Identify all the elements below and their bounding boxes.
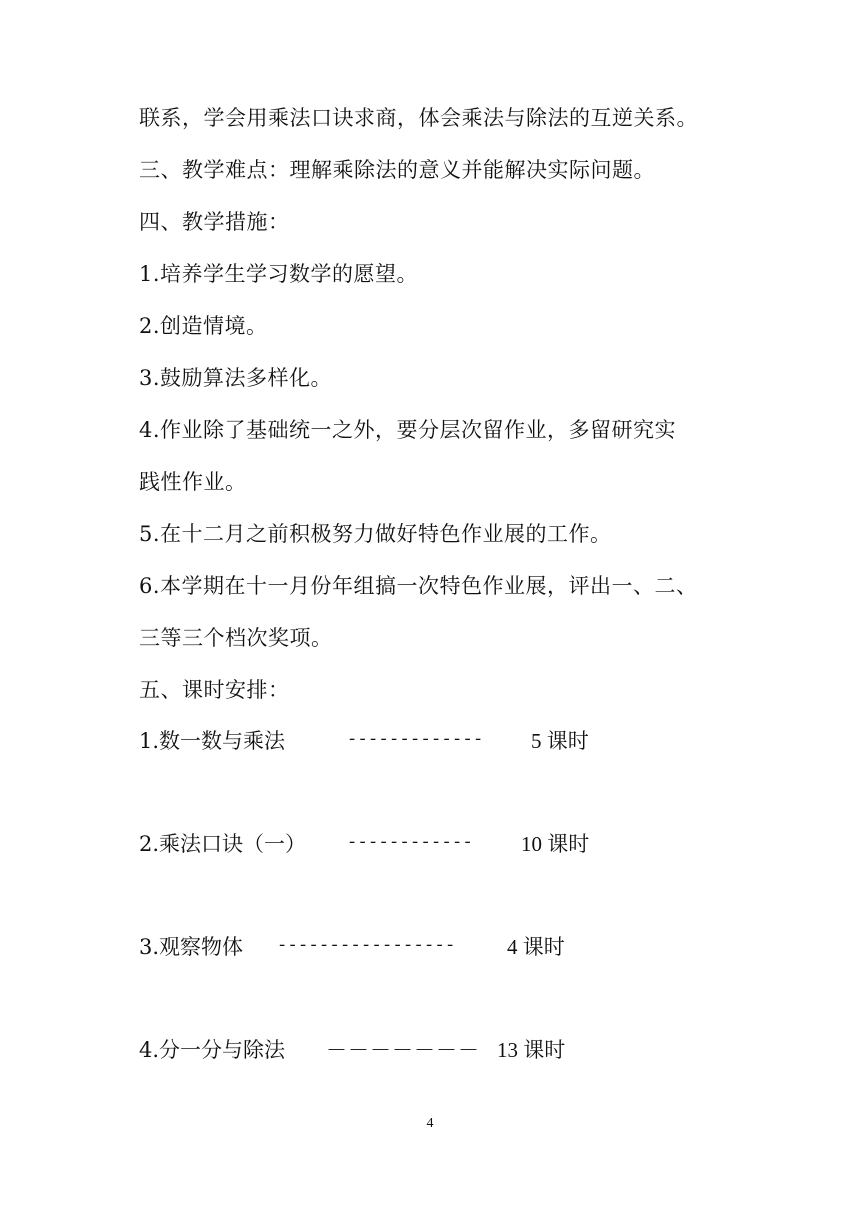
text-line-1: 联系，学会用乘法口诀求商，体会乘法与除法的互逆关系。	[139, 106, 698, 130]
page-number: 4	[426, 1116, 434, 1131]
schedule-hours: 13 课时	[497, 1038, 566, 1062]
measure-item-2: 2.创造情境。	[139, 314, 268, 338]
difficulty-heading: 三、教学难点：理解乘除法的意义并能解决实际问题。	[139, 158, 655, 182]
schedule-title: 2.乘法口诀（一）	[139, 832, 307, 856]
schedule-hours: 4 课时	[507, 935, 565, 959]
schedule-title: 1.数一数与乘法	[139, 729, 286, 753]
measures-heading: 四、教学措施：	[139, 210, 290, 234]
measure-item-4-cont: 践性作业。	[139, 470, 247, 494]
schedule-dashes: －－－－－－－	[326, 1038, 480, 1062]
measure-item-4: 4.作业除了基础统一之外，要分层次留作业，多留研究实	[139, 418, 677, 442]
schedule-dashes: -------------	[347, 731, 484, 750]
measure-item-6-cont: 三等三个档次奖项。	[139, 626, 333, 650]
schedule-dashes: -----------------	[277, 937, 456, 956]
measure-item-6: 6.本学期在十一月份年组搞一次特色作业展，评出一、二、	[139, 574, 698, 598]
schedule-hours: 5 课时	[531, 729, 589, 753]
schedule-heading: 五、课时安排：	[139, 678, 290, 702]
measure-item-1: 1.培养学生学习数学的愿望。	[139, 262, 419, 286]
measure-item-5: 5.在十二月之前积极努力做好特色作业展的工作。	[139, 522, 612, 546]
schedule-hours: 10 课时	[521, 832, 590, 856]
schedule-title: 4.分一分与除法	[139, 1038, 286, 1062]
measure-item-3: 3.鼓励算法多样化。	[139, 366, 333, 390]
schedule-title: 3.观察物体	[139, 935, 244, 959]
schedule-dashes: ------------	[347, 834, 474, 853]
